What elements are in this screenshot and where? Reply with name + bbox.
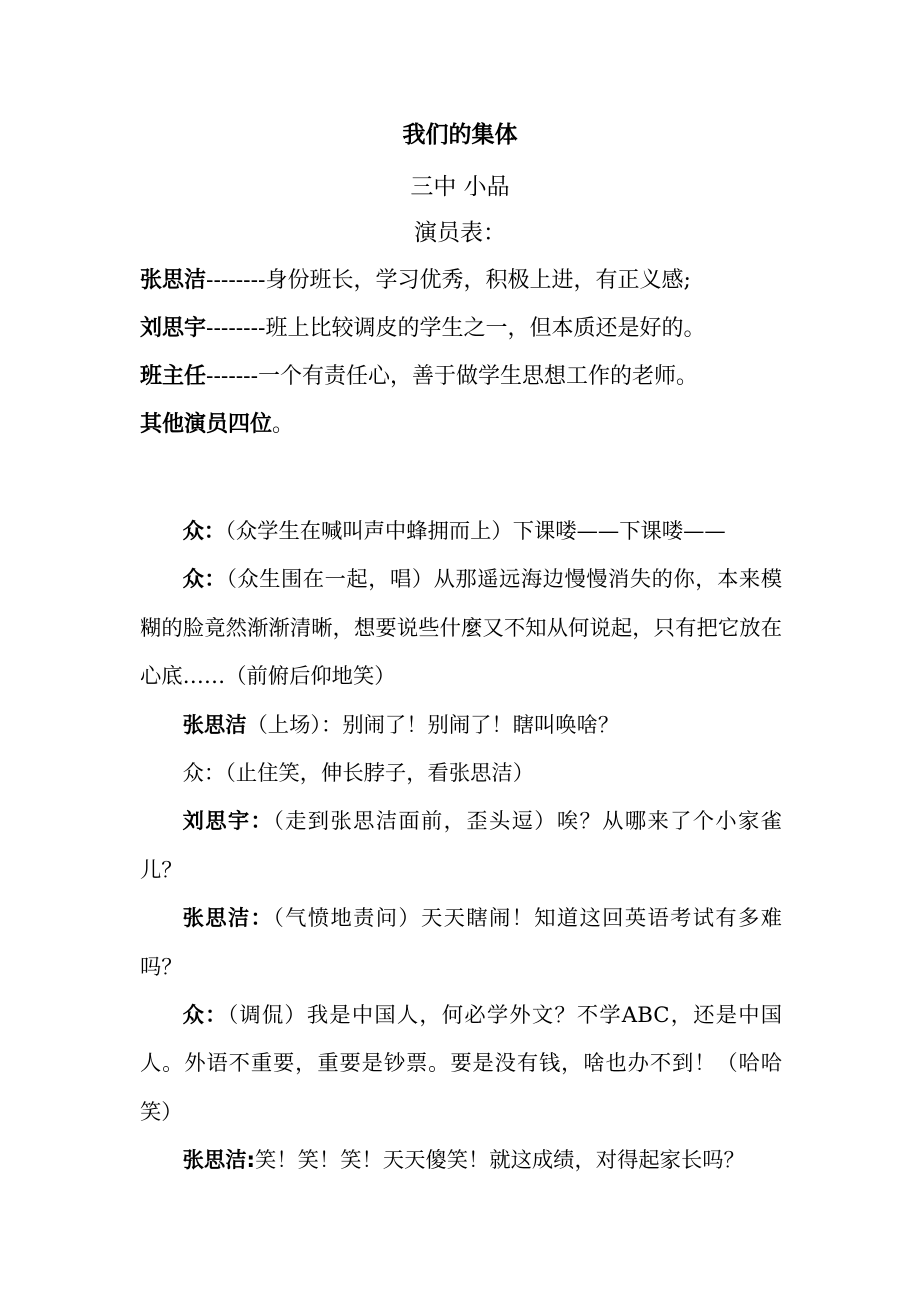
script-line — [140, 508, 782, 556]
script-line — [140, 750, 782, 798]
script-line — [140, 992, 782, 1137]
line-text: （走到张思洁面前，歪头逗）唉？从哪来了个小家雀儿？ — [140, 809, 782, 883]
speaker-label: 张思洁: — [182, 1148, 256, 1174]
speaker-label: 众： — [182, 761, 226, 787]
line-text: （调侃）我是中国人，何必学外文？不学ABC，还是中国人。外语不重要，重要是钞票。要是没有钱，啥也办不到！（哈哈笑） — [140, 1003, 782, 1125]
line-text: （众学生在喊叫声中蜂拥而上）下课喽——下课喽—— — [225, 519, 726, 544]
cast-entry — [140, 362, 800, 392]
speaker-label: 张思洁： — [182, 906, 274, 932]
line-text: 笑！笑！笑！天天傻笑！就这成绩，对得起家长吗？ — [255, 1148, 745, 1174]
cast-name: 其他演员四位 — [140, 412, 273, 437]
document-title: 我们的集体 — [402, 122, 518, 148]
cast-entry — [140, 410, 800, 440]
line-text: （上场）：别闹了！别闹了！瞎叫唤啥？ — [246, 712, 620, 738]
script-line — [140, 1137, 782, 1185]
script-line — [140, 556, 782, 701]
cast-name: 张思洁 — [140, 268, 207, 293]
speaker-label: 众： — [182, 519, 226, 544]
line-text: （止住笑，伸长脖子，看张思洁） — [225, 761, 535, 787]
speaker-label: 众： — [182, 1003, 228, 1029]
script-line — [140, 895, 782, 992]
script-line — [140, 798, 782, 895]
cast-description: --------班上比较调皮的学生之一，但本质还是好的。 — [206, 316, 706, 341]
cast-description: --------身份班长，学习优秀，积极上进，有正义感; — [206, 268, 691, 293]
line-text: （气愤地责问）天天瞎闹！知道这回英语考试有多难吗？ — [140, 906, 782, 980]
cast-description: 。 — [272, 412, 295, 437]
cast-description: -------一个有责任心，善于做学生思想工作的老师。 — [206, 364, 699, 389]
cast-heading: 演员表： — [414, 220, 506, 246]
document-subtitle: 三中 小品 — [410, 174, 510, 200]
speaker-label: 众： — [182, 567, 227, 593]
cast-entry — [140, 266, 800, 296]
cast-entry — [140, 314, 800, 344]
line-text: （众生围在一起，唱）从那遥远海边慢慢消失的你，本来模糊的脸竟然渐渐清晰，想要说些什麼又不知从何说起，只有把它放在心底……（前俯后仰地笑） — [140, 567, 782, 690]
script-line — [140, 702, 782, 750]
cast-name: 刘思宇 — [140, 316, 207, 341]
speaker-label: 刘思宇： — [182, 809, 274, 835]
script-body — [140, 508, 782, 1186]
cast-name: 班主任 — [140, 364, 207, 389]
speaker-label: 张思洁 — [182, 712, 247, 738]
